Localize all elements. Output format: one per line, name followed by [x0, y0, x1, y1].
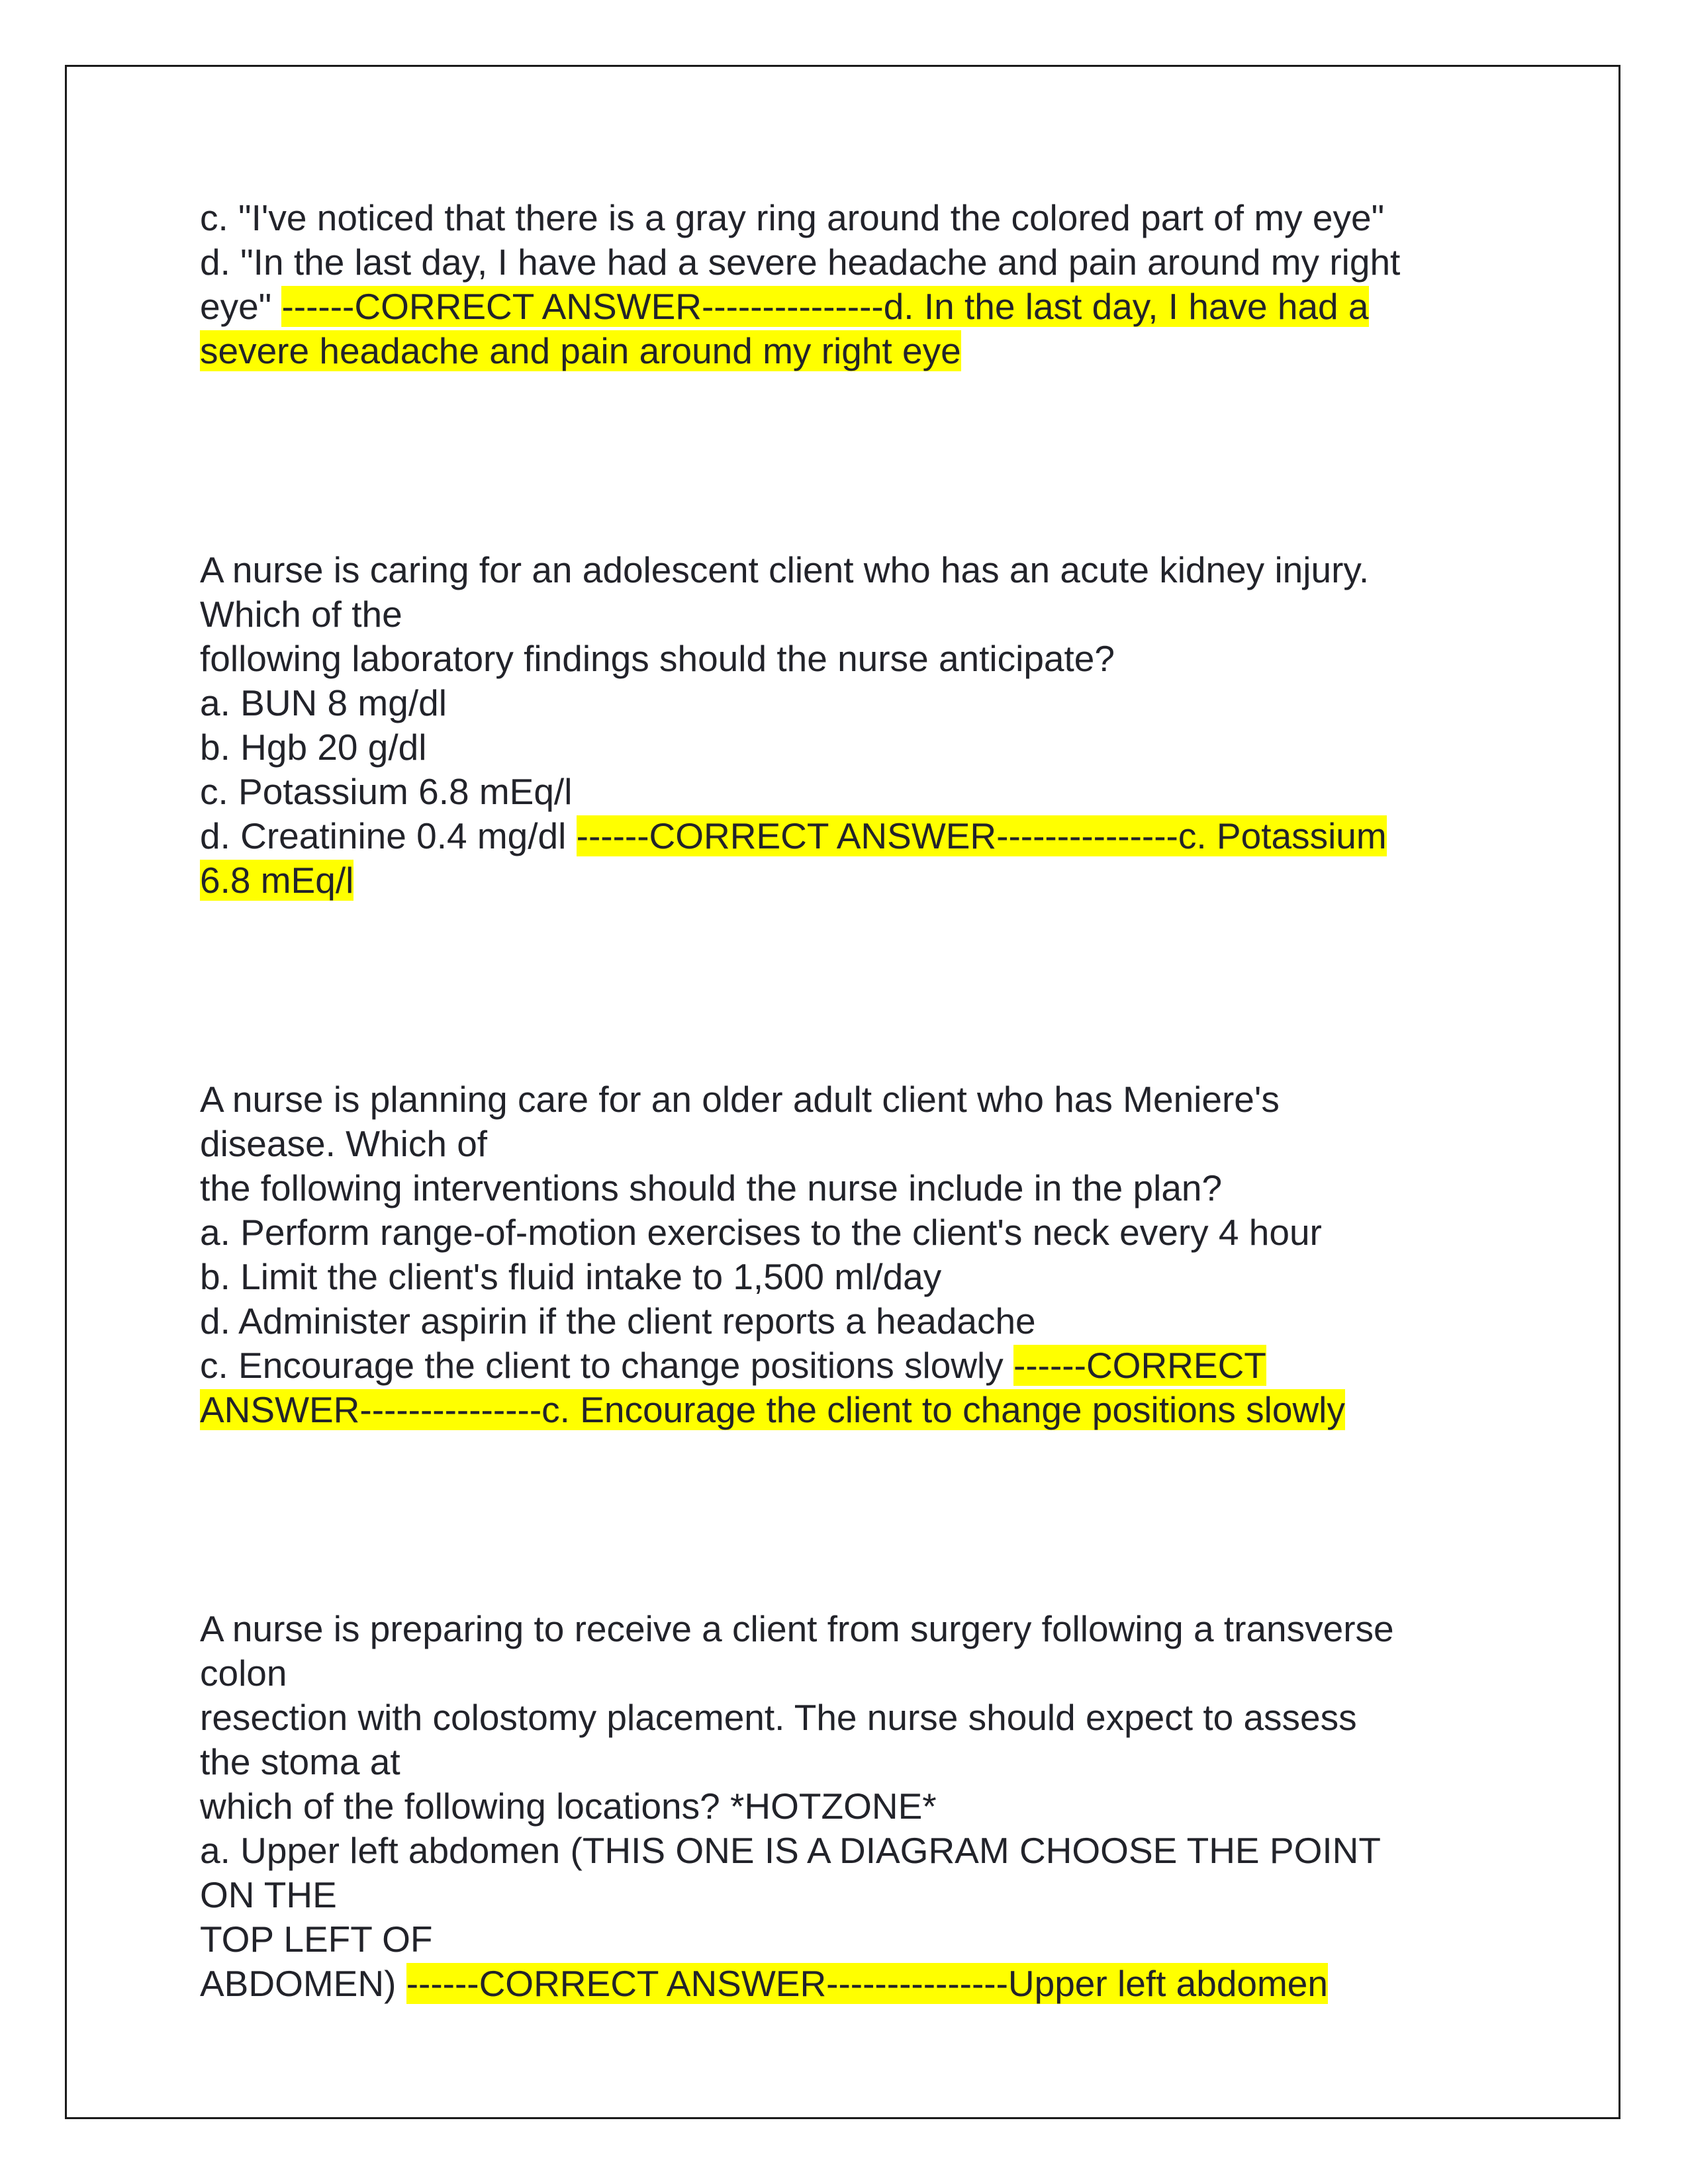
- question-stem: Which of the: [200, 594, 402, 635]
- answer-option-d: [200, 1299, 1497, 1343]
- document-content: [200, 196, 1497, 2006]
- answer-option-c: [200, 770, 1497, 814]
- question-text: [200, 1784, 1497, 1829]
- question-text: [200, 1166, 1497, 1210]
- question-block-menieres: [200, 1077, 1497, 1432]
- answer-option-c: [200, 196, 1497, 240]
- option-text: eye": [200, 286, 282, 327]
- question-stem: A nurse is caring for an adolescent client who has an acute kidney injury.: [200, 549, 1370, 590]
- correct-answer-highlight: ------CORRECT ANSWER---------------c. Potassium: [576, 815, 1387, 856]
- correct-answer-highlight: severe headache and pain around my right eye: [200, 330, 961, 371]
- answer-option-d: [200, 814, 1497, 858]
- answer-option-d: [200, 240, 1497, 285]
- question-text: [200, 548, 1497, 592]
- correct-answer-line: [200, 1388, 1497, 1432]
- question-stem: the following interventions should the nurse include in the plan?: [200, 1167, 1223, 1208]
- question-stem: disease. Which of: [200, 1123, 488, 1164]
- answer-option-d-cont: [200, 285, 1497, 329]
- question-text: [200, 1740, 1497, 1784]
- correct-answer-highlight: ------CORRECT ANSWER---------------Upper left abdomen: [406, 1963, 1328, 2004]
- question-block-colostomy: [200, 1607, 1497, 2006]
- question-stem: which of the following locations? *HOTZONE*: [200, 1786, 937, 1827]
- answer-option-a-cont: [200, 1917, 1497, 1962]
- answer-option-b: [200, 725, 1497, 770]
- answer-option-a: [200, 1829, 1497, 1873]
- option-text: ABDOMEN): [200, 1963, 406, 2004]
- question-text: [200, 592, 1497, 637]
- option-text: ON THE: [200, 1874, 337, 1915]
- question-text: [200, 1696, 1497, 1740]
- question-stem: A nurse is preparing to receive a client from surgery following a transverse: [200, 1608, 1394, 1649]
- question-stem: the stoma at: [200, 1741, 400, 1782]
- correct-answer-highlight: 6.8 mEq/l: [200, 860, 354, 901]
- question-text: [200, 637, 1497, 681]
- option-text: b. Limit the client's fluid intake to 1,500 ml/day: [200, 1256, 942, 1297]
- option-text: d. Administer aspirin if the client reports a headache: [200, 1300, 1036, 1342]
- question-text: [200, 1077, 1497, 1122]
- question-text: [200, 1607, 1497, 1651]
- option-text: TOP LEFT OF: [200, 1919, 433, 1960]
- correct-answer-line: [200, 858, 1497, 903]
- option-text: d. "In the last day, I have had a severe headache and pain around my right: [200, 242, 1401, 283]
- correct-answer-line: [200, 329, 1497, 373]
- correct-answer-highlight: ANSWER---------------c. Encourage the client to change positions slowly: [200, 1389, 1345, 1430]
- correct-answer-highlight: ------CORRECT: [1013, 1345, 1266, 1386]
- option-text: c. Encourage the client to change positions slowly: [200, 1345, 1014, 1386]
- question-text: [200, 1651, 1497, 1696]
- answer-option-c: [200, 1343, 1497, 1388]
- option-text: d. Creatinine 0.4 mg/dl: [200, 815, 577, 856]
- option-text: c. Potassium 6.8 mEq/l: [200, 771, 573, 812]
- question-stem: following laboratory findings should the nurse anticipate?: [200, 638, 1115, 679]
- question-stem: A nurse is planning care for an older adult client who has Meniere's: [200, 1079, 1280, 1120]
- option-text: a. Perform range-of-motion exercises to the client's neck every 4 hour: [200, 1212, 1322, 1253]
- question-stem: resection with colostomy placement. The nurse should expect to assess: [200, 1697, 1357, 1738]
- question-block-kidney-injury: [200, 548, 1497, 903]
- question-stem: colon: [200, 1653, 287, 1694]
- answer-option-b: [200, 1255, 1497, 1299]
- question-text: [200, 1122, 1497, 1166]
- answer-option-a: [200, 1210, 1497, 1255]
- answer-option-a-cont: [200, 1962, 1497, 2006]
- answer-option-a: [200, 681, 1497, 725]
- option-text: a. Upper left abdomen (THIS ONE IS A DIAGRAM CHOOSE THE POINT: [200, 1830, 1381, 1871]
- question-block-eye-symptoms: [200, 196, 1497, 373]
- option-text: b. Hgb 20 g/dl: [200, 727, 427, 768]
- option-text: a. BUN 8 mg/dl: [200, 682, 447, 723]
- answer-option-a-cont: [200, 1873, 1497, 1917]
- correct-answer-highlight: ------CORRECT ANSWER---------------d. In the last day, I have had a: [281, 286, 1369, 327]
- option-text: c. "I've noticed that there is a gray ring around the colored part of my eye": [200, 197, 1385, 238]
